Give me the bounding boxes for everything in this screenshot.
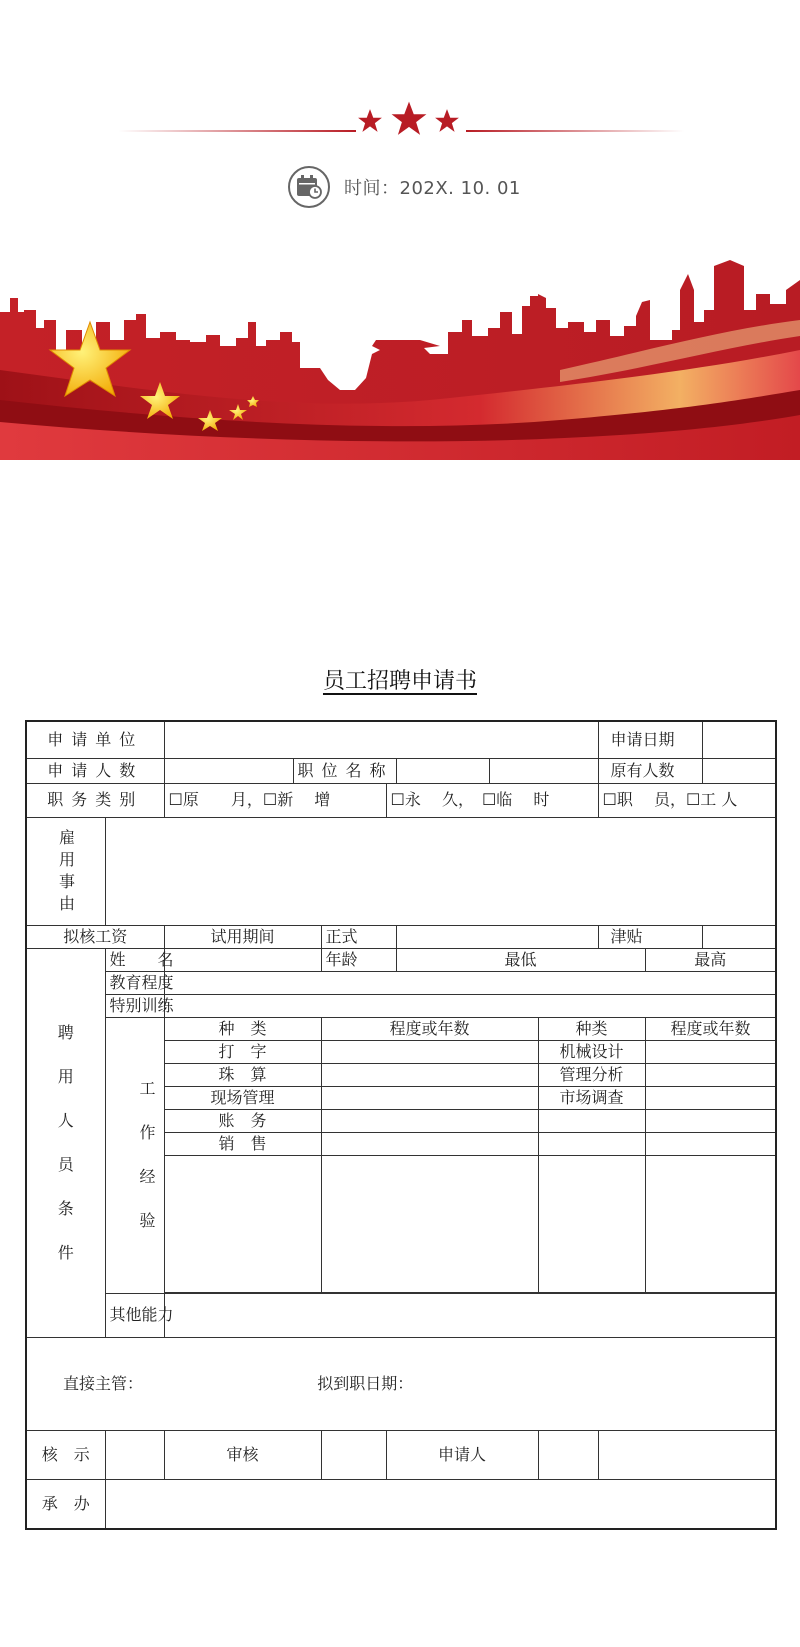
skill-row-left: 打 字 (164, 1040, 321, 1063)
skills-header-level: 程度或年数 (321, 1017, 538, 1040)
skill-row-left: 珠 算 (164, 1063, 321, 1086)
probation-label: 试用期间 (164, 925, 321, 948)
education-field[interactable] (164, 971, 776, 994)
handle-label: 承 办 (26, 1479, 105, 1529)
category-label: 职务类别 (26, 783, 164, 817)
age-max-label: 最高 (645, 948, 776, 971)
skill-level-field[interactable] (321, 1132, 538, 1155)
applicant-field[interactable] (538, 1430, 598, 1479)
skills-header-level2: 程度或年数 (645, 1017, 776, 1040)
position-label: 职位名称 (293, 758, 396, 783)
skill-row-right: 市场调查 (538, 1086, 645, 1109)
form-title: 员工招聘申请书 (322, 669, 477, 694)
work-exp-blank[interactable] (321, 1155, 538, 1292)
supervisor-row (26, 1337, 776, 1430)
allowance-label: 津贴 (598, 925, 702, 948)
formal-field[interactable] (396, 925, 598, 948)
skill-row-right (538, 1132, 645, 1155)
city-skyline-banner (0, 250, 800, 460)
date-field[interactable] (702, 721, 776, 758)
salary-label: 拟核工资 (26, 925, 164, 948)
skill-level-field[interactable] (645, 1109, 776, 1132)
date-text: 时间：202X. 10. 01 (344, 178, 521, 199)
star-icon (357, 108, 383, 134)
header-line-left (118, 130, 356, 132)
name-label: 姓 名 (105, 948, 164, 971)
onboard-label: 拟到职日期： (317, 1373, 414, 1393)
header-line-right (466, 130, 684, 132)
applicant-field-2[interactable] (598, 1430, 776, 1479)
skills-header-type: 种 类 (164, 1017, 321, 1040)
existing-label: 原有人数 (598, 758, 702, 783)
skill-row-left: 销 售 (164, 1132, 321, 1155)
training-field[interactable] (164, 994, 776, 1017)
category-option-1[interactable]: ☐原 月，☐新 增 (164, 783, 386, 817)
skill-level-field[interactable] (321, 1086, 538, 1109)
review-label: 审核 (164, 1430, 321, 1479)
count-field[interactable] (164, 758, 293, 783)
count-label: 申请人数 (26, 758, 164, 783)
other-label: 其他能力 (105, 1293, 164, 1337)
work-exp-blank[interactable] (538, 1155, 645, 1292)
approve-field[interactable] (105, 1430, 164, 1479)
conditions-label: 聘用人员条件 (26, 948, 105, 1337)
work-exp-blank[interactable] (645, 1155, 776, 1292)
position-field[interactable] (396, 758, 489, 783)
star-icon (434, 108, 460, 134)
education-label: 教育程度 (105, 971, 164, 994)
recruitment-table (25, 720, 777, 1530)
handle-field[interactable] (105, 1479, 776, 1529)
skill-level-field[interactable] (321, 1109, 538, 1132)
applicant-label: 申请人 (386, 1430, 538, 1479)
skills-header-type2: 种类 (538, 1017, 645, 1040)
skill-row-left: 账 务 (164, 1109, 321, 1132)
skill-level-field[interactable] (645, 1063, 776, 1086)
calendar-clock-icon (288, 166, 330, 208)
skill-level-field[interactable] (645, 1086, 776, 1109)
date-row (288, 164, 521, 210)
position-field-2[interactable] (489, 758, 598, 783)
dept-label: 申请单位 (26, 721, 164, 758)
skill-level-field[interactable] (321, 1040, 538, 1063)
training-label: 特别训练 (105, 994, 164, 1017)
work-exp-blank[interactable] (164, 1155, 321, 1292)
star-icon (390, 100, 428, 138)
allowance-field[interactable] (702, 925, 776, 948)
review-field[interactable] (321, 1430, 386, 1479)
formal-label: 正式 (321, 925, 396, 948)
age-label: 年龄 (321, 948, 396, 971)
skill-level-field[interactable] (321, 1063, 538, 1086)
skill-row-left: 现场管理 (164, 1086, 321, 1109)
reason-label: 雇用事由 (26, 817, 105, 925)
category-option-3[interactable]: ☐职 员，☐工 人 (598, 783, 776, 817)
reason-field[interactable] (105, 817, 776, 925)
name-field[interactable] (164, 948, 321, 971)
recruitment-form (25, 720, 775, 1530)
skill-row-right: 管理分析 (538, 1063, 645, 1086)
existing-field[interactable] (702, 758, 776, 783)
age-min-label: 最低 (396, 948, 645, 971)
skill-row-right (538, 1109, 645, 1132)
supervisor-label: 直接主管： (63, 1373, 144, 1393)
skill-row-right: 机械设计 (538, 1040, 645, 1063)
skill-level-field[interactable] (645, 1132, 776, 1155)
skill-level-field[interactable] (645, 1040, 776, 1063)
dept-field[interactable] (164, 721, 598, 758)
work-exp-label: 工作经验 (105, 1017, 164, 1293)
category-option-2[interactable]: ☐永 久， ☐临 时 (386, 783, 598, 817)
other-field[interactable] (164, 1293, 776, 1337)
approve-label: 核 示 (26, 1430, 105, 1479)
date-label: 申请日期 (598, 721, 702, 758)
